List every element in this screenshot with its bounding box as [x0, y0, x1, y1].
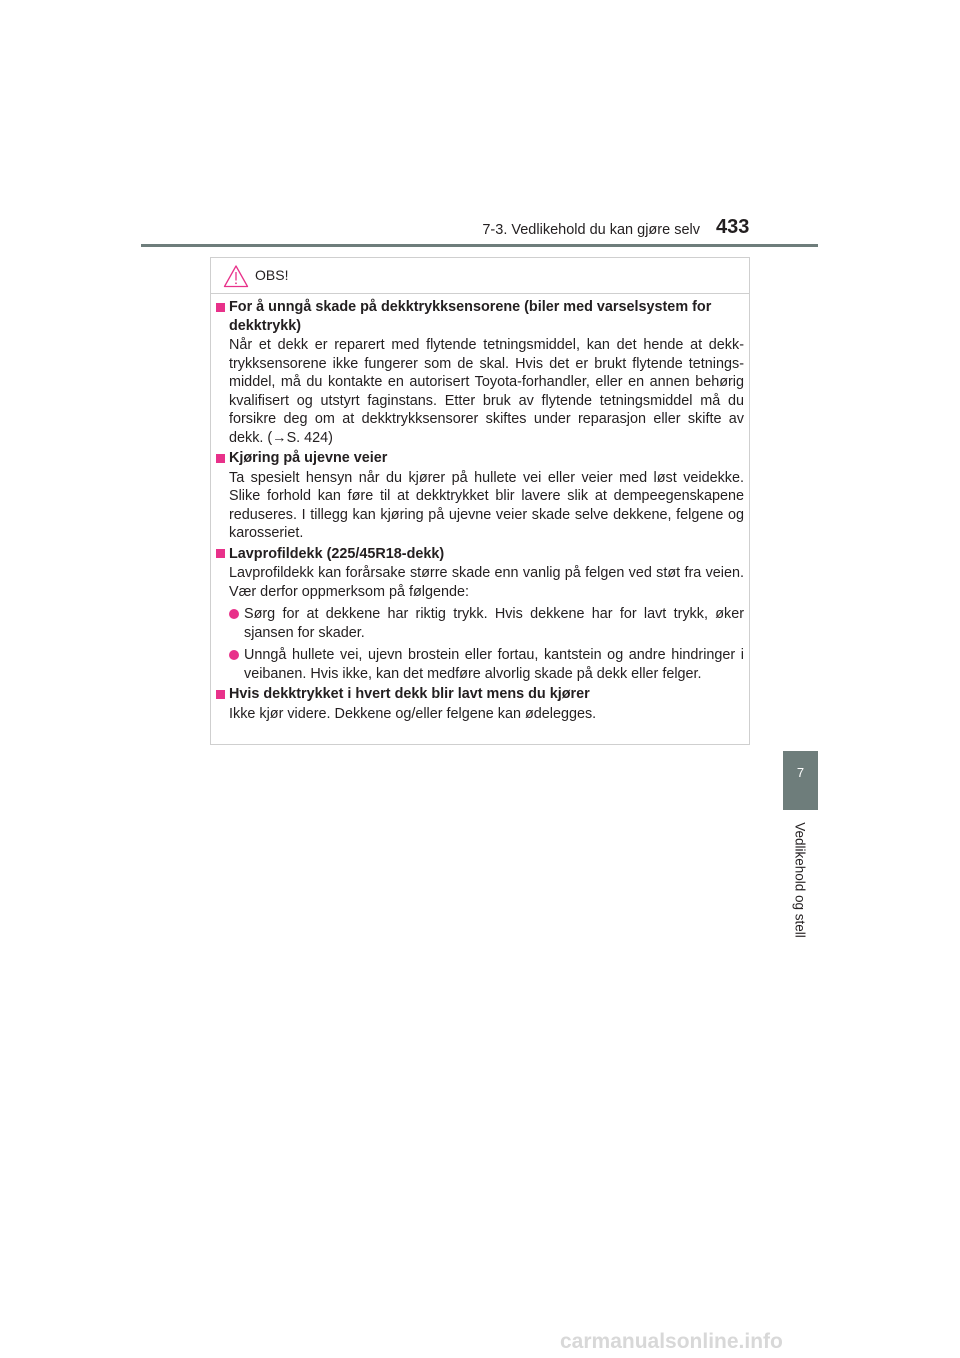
section-heading — [216, 545, 744, 564]
chapter-number: 7 — [796, 765, 805, 780]
caution-header-rule — [211, 293, 749, 294]
section-heading-text: Lavprofildekk (225/45R18-dekk) — [229, 545, 445, 562]
section-text: Når et dekk er reparert med flytende tetningsmiddel, kan det hende at dekk- trykksensorene ikke fungerer som de skal. Hvis det er brukt flytende tetnings- middel, må du kontakte en autorisert Toyota-forhandler, eller en annen behørig kvalifisert og utstyrt faginstans. Etter bruk av flytende tetningsmiddel må du forsikre deg om at dekktrykksensorer skiftes under reparasjon eller skifte av dekk. (→S. 424) — [229, 337, 744, 446]
section-heading — [216, 685, 744, 704]
warning-triangle-icon — [223, 264, 249, 288]
caution-label: OBS! — [255, 267, 289, 283]
square-bullet-icon — [216, 454, 225, 463]
section-heading-text: Hvis dekktrykket i hvert dekk blir lavt mens du kjører — [229, 686, 590, 702]
caution-header — [223, 263, 288, 289]
section-text: Ikke kjør videre. Dekkene og/eller felgene kan ødelegges. — [229, 705, 597, 722]
square-bullet-icon — [216, 549, 225, 558]
bullet-text: Sørg for at dekkene har riktig trykk. Hvis dekkene har for lavt trykk, øker sjansen for skader. — [244, 606, 744, 641]
square-bullet-icon — [216, 303, 225, 312]
bullet-item — [216, 646, 744, 683]
section-text: Ta spesielt hensyn når du kjører på hullete vei eller veier med løst veidekke. Slike forhold kan føre til at dekktrykket blir lavere slik at dempeegenskapene reduseres. I tillegg kan kjøring på ujevne veier skade selve dekkene, felgene og karosseriet. — [229, 469, 744, 541]
section-heading — [216, 298, 744, 335]
header-rule — [141, 244, 818, 247]
caution-section — [216, 685, 744, 723]
header-section-title: 7-3. Vedlikehold du kan gjøre selv — [482, 222, 700, 238]
caution-section — [216, 298, 744, 447]
bullet-text: Unngå hullete vei, ujevn brostein eller fortau, kantstein og andre hindringer i veibanen. Hvis ikke, kan det medføre alvorlig skade på dekk eller felger. — [244, 647, 744, 682]
chapter-title: Vedlikehold og stell — [792, 822, 808, 938]
caution-body — [216, 298, 744, 725]
round-bullet-icon — [229, 609, 239, 619]
section-heading-text: For å unngå skade på dekktrykksensorene (biler med varselsystem for dekktrykk) — [229, 299, 712, 334]
bullet-item — [216, 605, 744, 642]
caution-section — [216, 449, 744, 543]
section-heading-text: Kjøring på ujevne veier — [229, 450, 388, 466]
section-heading — [216, 449, 744, 468]
section-text: Lavprofildekk kan forårsake større skade enn vanlig på felgen ved støt fra veien. Vær derfor oppmerksom på følgende: — [229, 565, 744, 600]
caution-section — [216, 545, 744, 684]
chapter-tab — [783, 751, 818, 810]
square-bullet-icon — [216, 690, 225, 699]
caution-box — [210, 257, 750, 745]
page-number: 433 — [716, 216, 750, 238]
watermark: carmanualsonline.info — [560, 1330, 783, 1353]
round-bullet-icon — [229, 650, 239, 660]
